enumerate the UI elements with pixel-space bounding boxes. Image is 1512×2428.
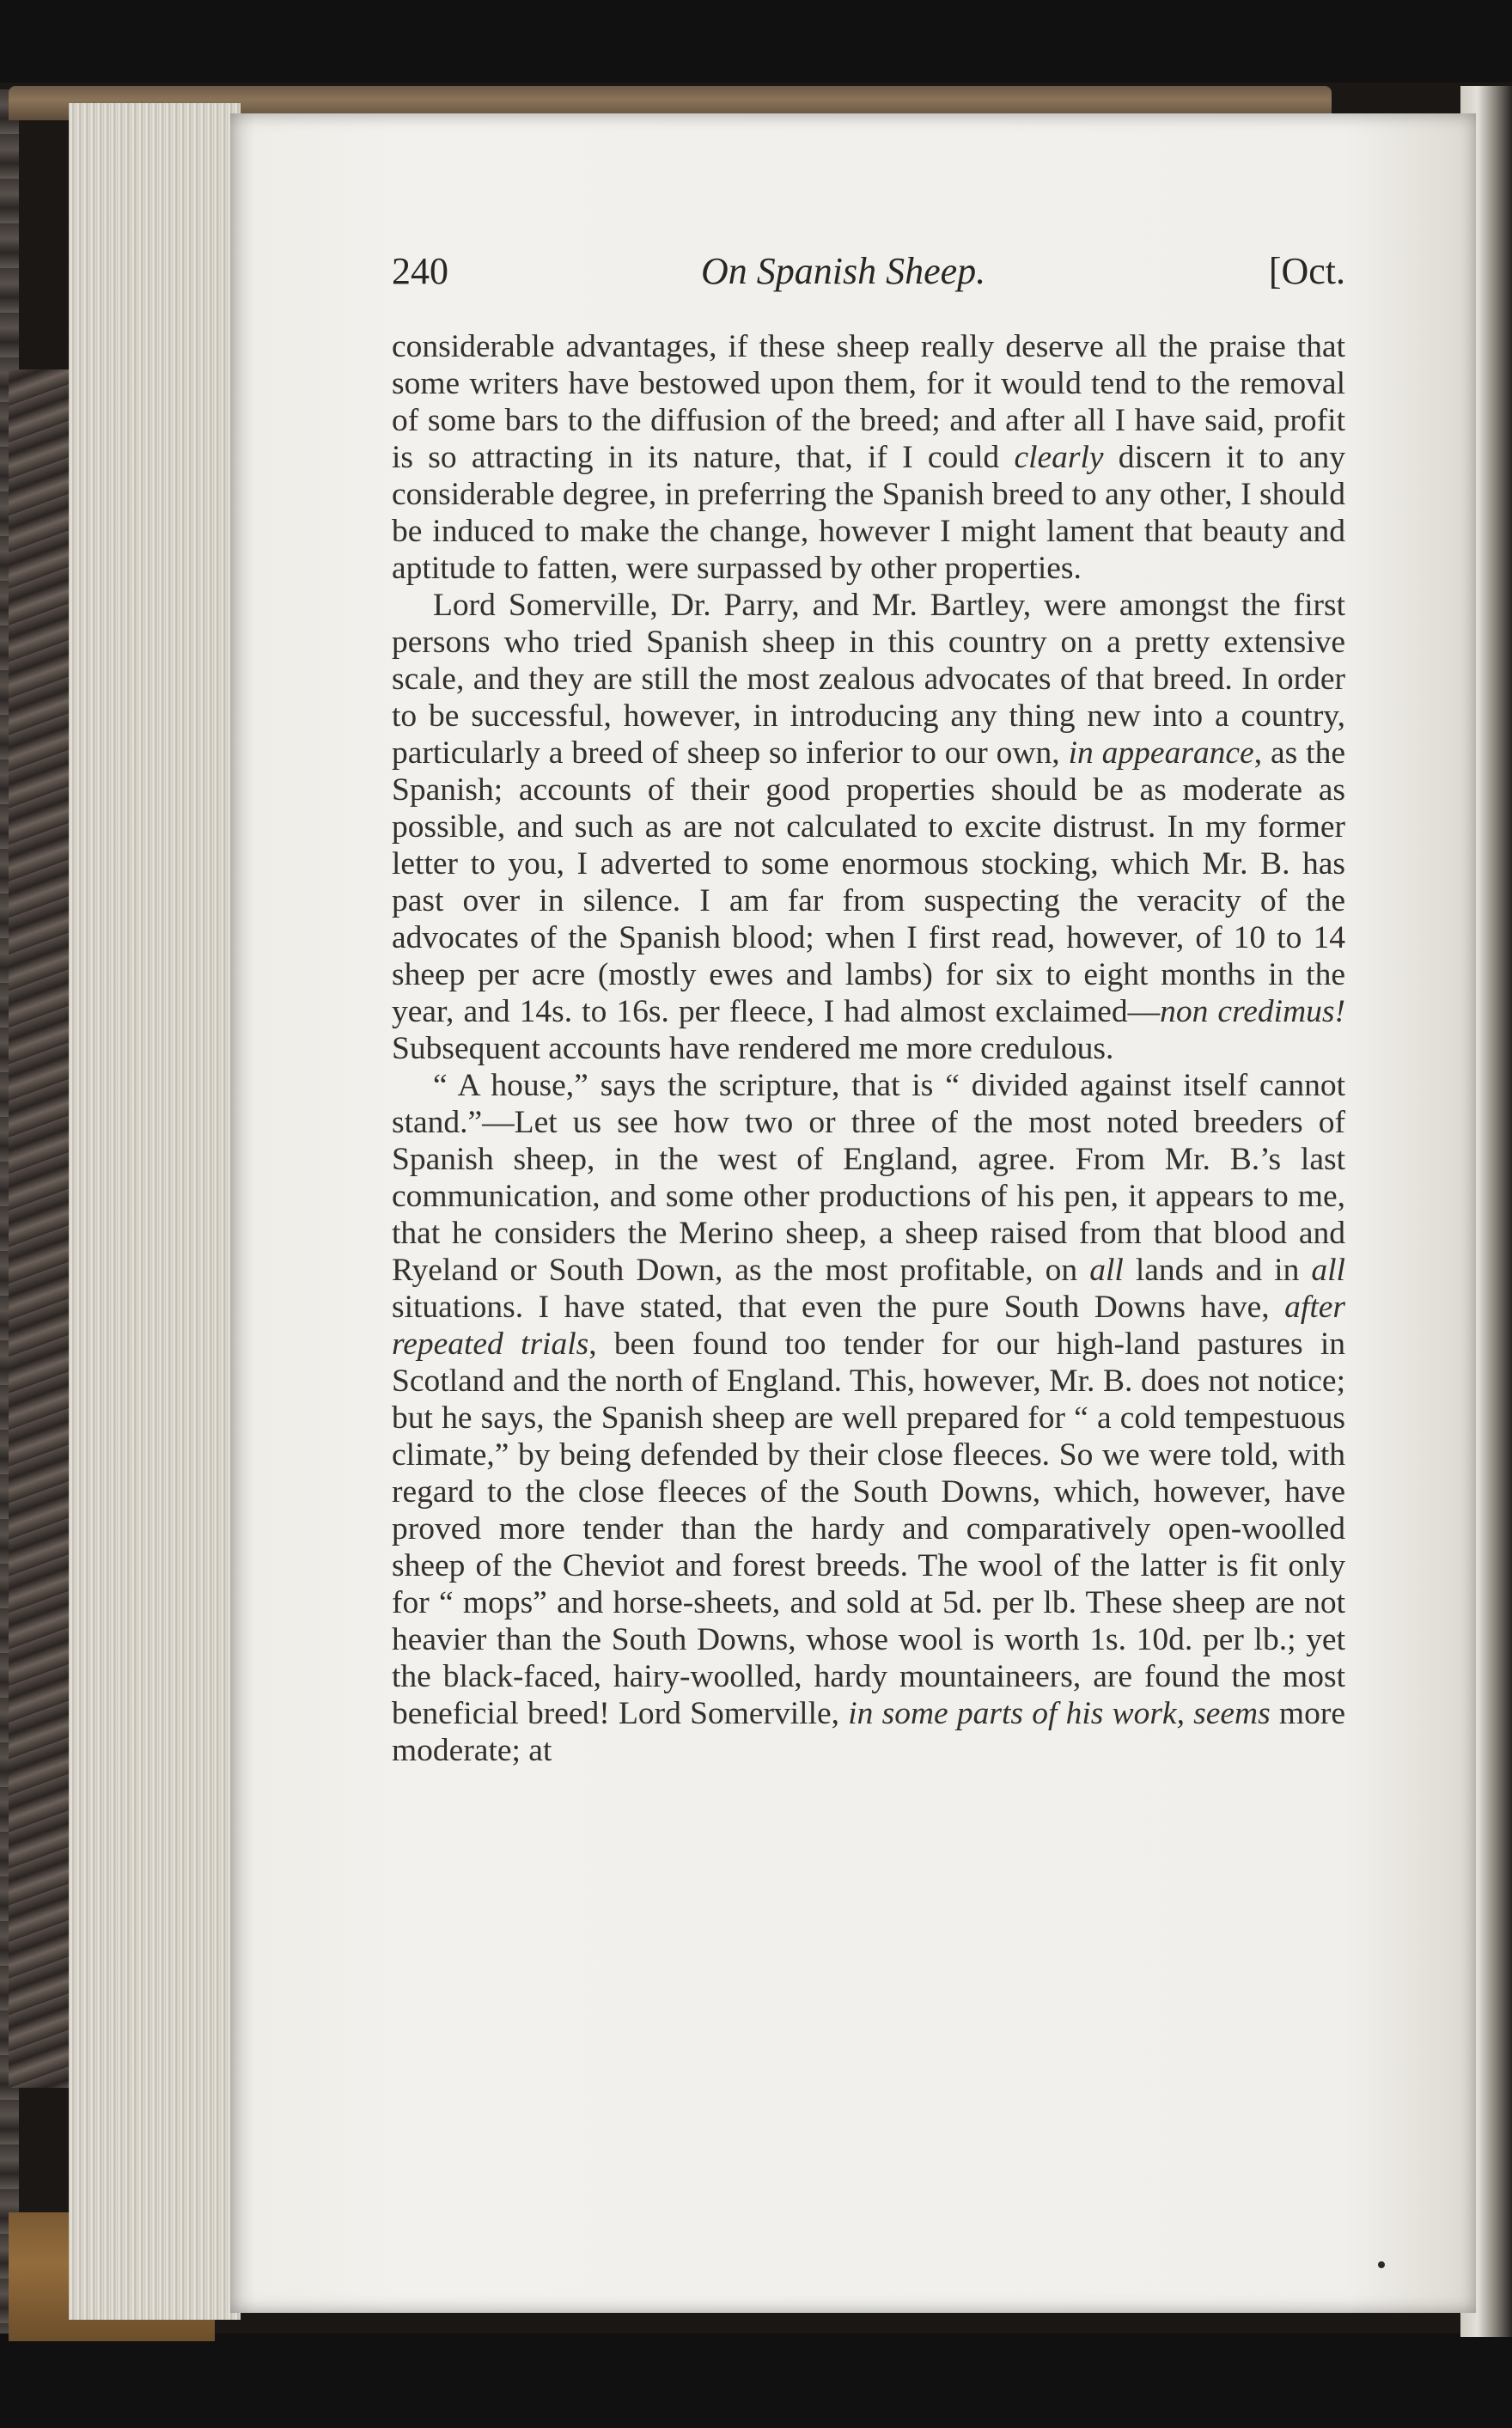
italic-text: clearly	[1014, 440, 1104, 475]
paragraph	[392, 328, 1345, 587]
text-run: Subsequent accounts have rendered me more credulous.	[392, 1031, 1114, 1066]
italic-text: after repeated trials	[392, 1290, 1345, 1362]
text-run: , been found too tender for our high-land pastures in Scotland and the north of England. This, however, Mr. B. does not notice; but he says, the Spanish sheep are well prepared for “ a cold tempestuous climate,” by being defended by their close fleeces. So we were told, with regard to the close fleeces of the South Downs, which, however, have proved more tender than the hardy and comparatively open-woolled sheep of the Cheviot and forest breeds. The wool of the latter is fit only for “ mops” and horse-sheets, and sold at 5d. per lb. These sheep are not heavier than the South Downs, whose wool is worth 1s. 10d. per lb.; yet the black-faced, hairy-woolled, hardy mountaineers, are found the most beneficial breed! Lord Somerville,	[392, 1327, 1346, 1731]
italic-text: non credimus!	[1160, 994, 1345, 1029]
text-run: Lord Somerville, Dr. Parry, and Mr. Bartley, were amongst the first persons who tried Spanish sheep in this country on a pretty extensive scale, and they are still the most zealous advocates of that breed. In order to be successful, however, in introducing any thing new into a country, particularly a breed of sheep so inferior to our own,	[392, 588, 1345, 771]
text-run: , as the Spanish; accounts of their good properties should be as moderate as possible, and such as are not calculated to excite distrust. In my former letter to you, I adverted to some enormous stocking, which Mr. B. has past over in silence. I am far from suspecting the veracity of the advocates of the Spanish blood; when I first read, however, of 10 to 14 sheep per acre (mostly ewes and lambs) for six to eight months in the year, and 14s. to 16s. per fleece, I had almost exclaimed—	[392, 735, 1345, 1029]
paragraph	[392, 1067, 1345, 1769]
text-run: discern it to any considerable degree, in preferring the Spanish breed to any other, I should be induced to make the change, however I might lament that beauty and aptitude to fatten, were surpassed by other properties.	[392, 440, 1345, 586]
page-number: 240	[392, 250, 448, 292]
text-run: more moderate; at	[392, 1696, 1345, 1768]
italic-text: in some parts of his work, seems	[848, 1696, 1271, 1731]
body-text	[392, 328, 1345, 1769]
text-run: lands and in	[1123, 1253, 1312, 1288]
page-header	[392, 249, 1345, 301]
italic-text: in appearance	[1068, 735, 1254, 771]
text-run: considerable advantages, if these sheep really deserve all the praise that some writers have bestowed upon them, for it would tend to the removal of some bars to the diffusion of the breed; and after all I have said, profit is so attracting in its nature, that, if I could	[392, 329, 1345, 475]
text-run: “ A house,” says the scripture, that is “ divided against itself cannot stand.”—Let us see how two or three of the most noted breeders of Spanish sheep, in the west of England, agree. From Mr. B.’s last communication, and some other productions of his pen, it appears to me, that he considers the Merino sheep, a sheep raised from that blood and Ryeland or South Down, as the most profitable, on	[392, 1068, 1345, 1288]
running-date: [Oct.	[1268, 250, 1345, 292]
running-title: On Spanish Sheep.	[701, 250, 986, 292]
italic-text: all	[1311, 1253, 1345, 1288]
page-stack-edges	[69, 103, 241, 2320]
text-run: situations. I have stated, that even the pure South Downs have,	[392, 1290, 1285, 1325]
ink-dot	[1378, 2261, 1385, 2268]
paragraph	[392, 587, 1345, 1067]
italic-text: all	[1089, 1253, 1124, 1288]
